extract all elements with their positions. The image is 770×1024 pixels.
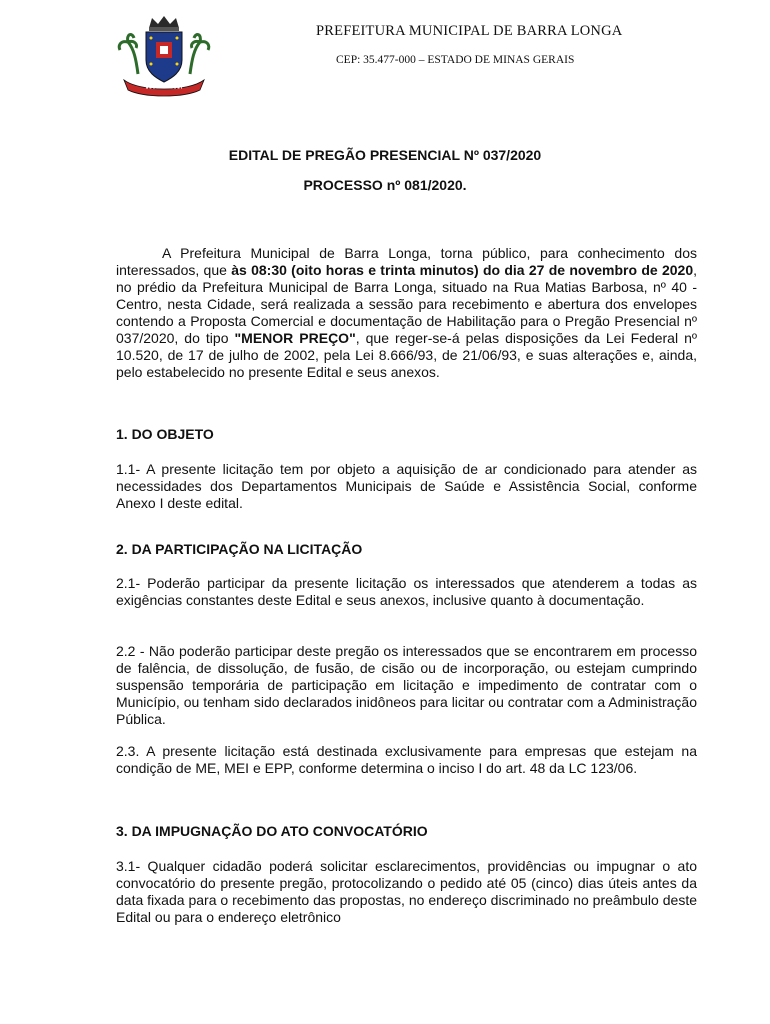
section-2-heading: 2. DA PARTICIPAÇÃO NA LICITAÇÃO [116,541,363,557]
municipality-address: CEP: 35.477-000 – ESTADO DE MINAS GERAIS [336,54,575,66]
clause-2-3: 2.3. A presente licitação está destinada exclusivamente para empresas que estejam na condição de ME, MEI e EPP, conforme determina o inciso I do art. 48 da LC 123/06. [116,743,697,776]
clause-2-1: 2.1- Poderão participar da presente licitação os interessados que atenderem a todas as exigências constantes deste Edital e seus anexos, inclusive quanto à documentação. [116,575,697,608]
intro-text-1: A Prefeitura Municipal de Barra Longa, torna público, para conhecimento dos interessados, que [116,245,697,278]
clause-1-1: 1.1- A presente licitação tem por objeto a aquisição de ar condicionado para atender as necessidades dos Departamentos Municipais de Saúde e Assistência Social, conforme Anexo I deste edital. [116,461,697,511]
intro-date-bold: às 08:30 (oito horas e trinta minutos) do dia 27 de novembro de 2020 [231,262,694,278]
section-1-heading: 1. DO OBJETO [116,426,214,442]
intro-text-3: , que reger-se-á pelas disposições da Lei Federal nº 10.520, de 17 de julho de 2002, pela Lei 8.666/93, de 21/06/93, e suas alterações e, ainda, pelo estabelecido no presente Edital e seus anexos. [116,330,697,380]
intro-paragraph [116,245,697,381]
clause-3-1: 3.1- Qualquer cidadão poderá solicitar esclarecimentos, providências ou impugnar o ato convocatório do presente pregão, protocolizando o pedido até 05 (cinco) dias úteis antes da data fixada para o recebimento das propostas, no endereço discriminado no preâmbulo deste Edital ou para o endereço eletrônico [116,858,697,925]
clause-2-2: 2.2 - Não poderão participar deste pregão os interessados que se encontrarem em processo de falência, de dissolução, de fusão, de cisão ou de incorporação, ou estejam cumprindo suspensão temporária de participação em licitação e impedimento de contratar com o Município, ou tenham sido declarados inidôneos para licitar ou contratar com a Administração Pública. [116,643,697,727]
municipal-coat-of-arms-icon [116,14,212,98]
municipality-title: PREFEITURA MUNICIPAL DE BARRA LONGA [316,23,623,39]
document-title: EDITAL DE PREGÃO PRESENCIAL Nº 037/2020 [228,147,542,163]
intro-type-bold: "MENOR PREÇO" [234,330,356,346]
intro-text-2: , no prédio da Prefeitura Municipal de Barra Longa, situado na Rua Matias Barbosa, nº 40 - Centro, nesta Cidade, será realizada a sessão para recebimento e abertura dos envelopes contendo a Proposta Comercial e documentação de Habilitação para o Pregão Presencial nº 037/2020, do tipo [116,262,697,346]
section-3-heading: 3. DA IMPUGNAÇÃO DO ATO CONVOCATÓRIO [116,823,428,839]
process-number: PROCESSO nº 081/2020. [303,177,467,193]
